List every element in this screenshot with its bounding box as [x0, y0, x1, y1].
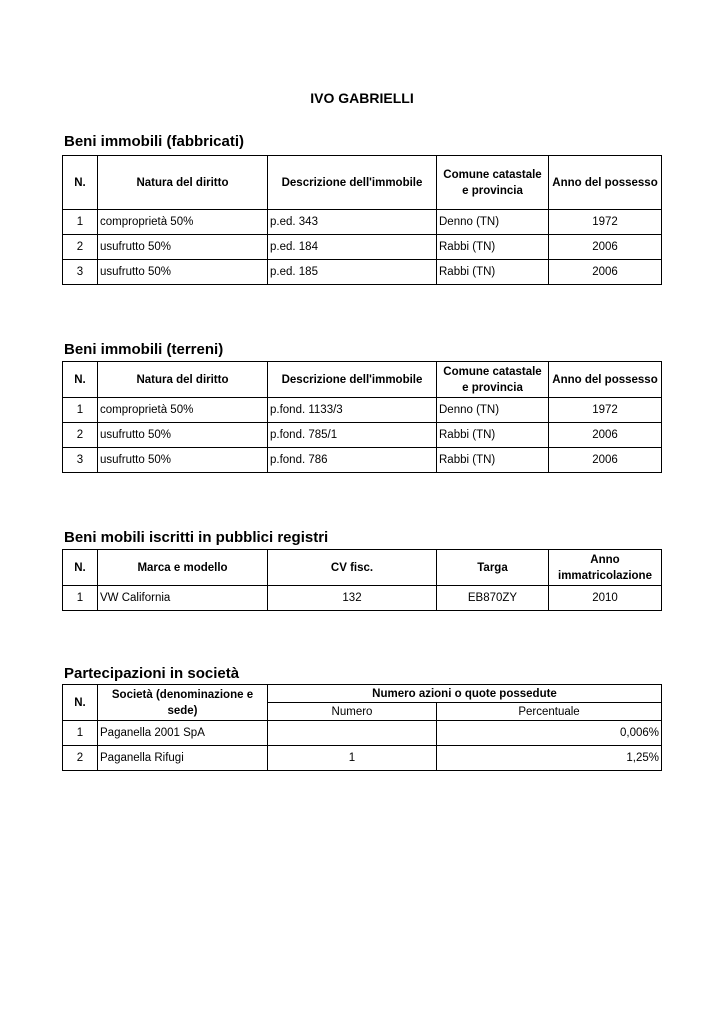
- header-descrizione: Descrizione dell'immobile: [268, 156, 437, 210]
- header-cv: CV fisc.: [268, 550, 437, 586]
- header-comune: Comune catastale e provincia: [437, 362, 549, 398]
- cell-comune: Rabbi (TN): [437, 235, 549, 260]
- cell-anno: 2006: [549, 448, 662, 473]
- cell-natura: usufrutto 50%: [98, 260, 268, 285]
- table-row: [63, 235, 662, 260]
- cell-percentuale: 0,006%: [437, 721, 662, 746]
- table-row: [63, 746, 662, 771]
- header-anno-immatricolazione: Anno immatricolazione: [549, 550, 662, 586]
- table-row: [63, 210, 662, 235]
- header-descrizione: Descrizione dell'immobile: [268, 362, 437, 398]
- header-anno: Anno del possesso: [549, 362, 662, 398]
- cell-comune: Denno (TN): [437, 398, 549, 423]
- table-row: [63, 423, 662, 448]
- table-row: [63, 448, 662, 473]
- cell-n: 1: [63, 398, 98, 423]
- header-numero: Numero: [268, 703, 437, 721]
- cell-n: 3: [63, 260, 98, 285]
- table-fabbricati: [62, 155, 662, 285]
- header-targa: Targa: [437, 550, 549, 586]
- cell-comune: Rabbi (TN): [437, 448, 549, 473]
- cell-n: 1: [63, 721, 98, 746]
- cell-anno: 1972: [549, 398, 662, 423]
- cell-n: 1: [63, 586, 98, 611]
- page-title: IVO GABRIELLI: [310, 90, 414, 106]
- table-header-row: [63, 685, 662, 703]
- header-comune: Comune catastale e provincia: [437, 156, 549, 210]
- cell-anno: 2006: [549, 260, 662, 285]
- cell-n: 3: [63, 448, 98, 473]
- table-header-row: [63, 156, 662, 210]
- cell-natura: comproprietà 50%: [98, 210, 268, 235]
- cell-anno: 2010: [549, 586, 662, 611]
- header-n: N.: [63, 685, 98, 721]
- table-row: [63, 586, 662, 611]
- cell-natura: usufrutto 50%: [98, 235, 268, 260]
- table-row: [63, 398, 662, 423]
- header-n: N.: [63, 362, 98, 398]
- section-heading-terreni: Beni immobili (terreni): [64, 341, 224, 358]
- cell-natura: usufrutto 50%: [98, 448, 268, 473]
- cell-numero: [268, 721, 437, 746]
- table-row: [63, 260, 662, 285]
- cell-n: 2: [63, 423, 98, 448]
- cell-targa: EB870ZY: [437, 586, 549, 611]
- header-natura: Natura del diritto: [98, 362, 268, 398]
- cell-natura: usufrutto 50%: [98, 423, 268, 448]
- cell-comune: Rabbi (TN): [437, 423, 549, 448]
- table-terreni: [62, 361, 662, 473]
- header-anno: Anno del possesso: [549, 156, 662, 210]
- table-header-row: [63, 362, 662, 398]
- cell-anno: 2006: [549, 235, 662, 260]
- cell-n: 1: [63, 210, 98, 235]
- cell-percentuale: 1,25%: [437, 746, 662, 771]
- section-heading-partecipazioni: Partecipazioni in società: [64, 665, 240, 682]
- header-societa: Società (denominazione e sede): [98, 685, 268, 721]
- table-header-row: [63, 550, 662, 586]
- table-mobili: [62, 549, 662, 611]
- cell-descrizione: p.fond. 785/1: [268, 423, 437, 448]
- cell-societa: Paganella 2001 SpA: [98, 721, 268, 746]
- cell-n: 2: [63, 235, 98, 260]
- header-percentuale: Percentuale: [437, 703, 662, 721]
- header-marca: Marca e modello: [98, 550, 268, 586]
- cell-n: 2: [63, 746, 98, 771]
- cell-cv: 132: [268, 586, 437, 611]
- table-row: [63, 721, 662, 746]
- cell-descrizione: p.ed. 185: [268, 260, 437, 285]
- section-heading-mobili: Beni mobili iscritti in pubblici registri: [64, 529, 329, 546]
- cell-marca: VW California: [98, 586, 268, 611]
- header-n: N.: [63, 550, 98, 586]
- header-azioni: Numero azioni o quote possedute: [268, 685, 662, 703]
- cell-descrizione: p.fond. 786: [268, 448, 437, 473]
- cell-anno: 1972: [549, 210, 662, 235]
- section-heading-fabbricati: Beni immobili (fabbricati): [64, 133, 245, 150]
- table-partecipazioni: [62, 684, 662, 771]
- cell-descrizione: p.fond. 1133/3: [268, 398, 437, 423]
- cell-descrizione: p.ed. 184: [268, 235, 437, 260]
- cell-anno: 2006: [549, 423, 662, 448]
- cell-natura: comproprietà 50%: [98, 398, 268, 423]
- cell-comune: Rabbi (TN): [437, 260, 549, 285]
- cell-numero: 1: [268, 746, 437, 771]
- header-natura: Natura del diritto: [98, 156, 268, 210]
- cell-descrizione: p.ed. 343: [268, 210, 437, 235]
- cell-comune: Denno (TN): [437, 210, 549, 235]
- cell-societa: Paganella Rifugi: [98, 746, 268, 771]
- header-n: N.: [63, 156, 98, 210]
